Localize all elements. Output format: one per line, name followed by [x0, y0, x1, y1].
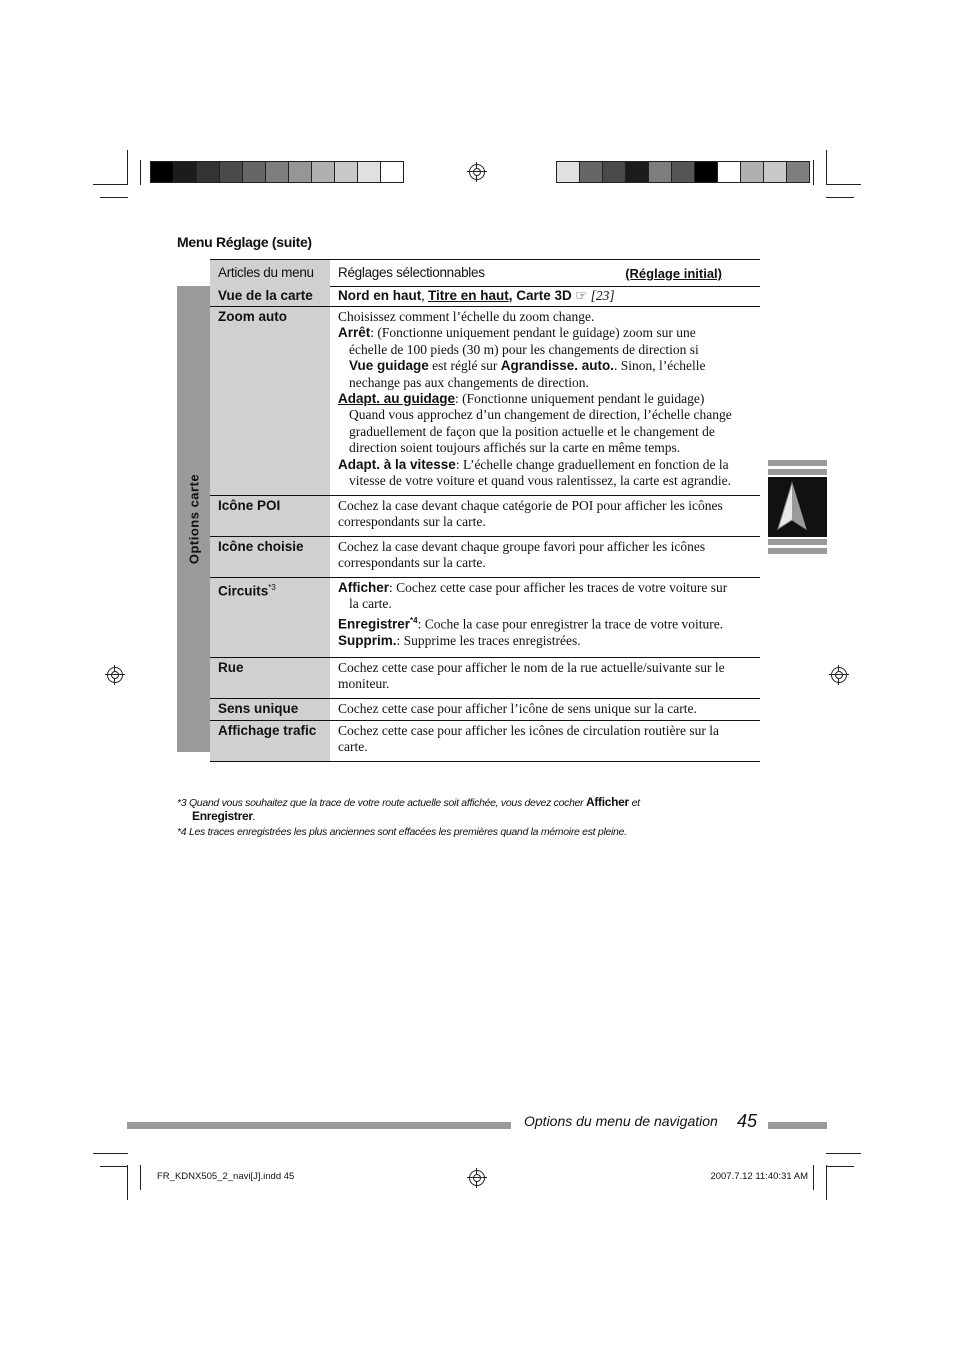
row-description: Cochez cette case pour afficher le nom de la rue actuelle/suivante sur le moniteur. — [338, 660, 725, 692]
page-number: 45 — [737, 1111, 758, 1131]
row-description: Cochez la case devant chaque groupe favori pour afficher les icônes correspondants sur la carte. — [338, 539, 706, 571]
row-label: Rue — [218, 660, 244, 675]
section-title: Menu Réglage (suite) — [177, 234, 312, 250]
row-label: Icône POI — [218, 498, 281, 513]
footer-bar-right — [768, 1122, 827, 1129]
row-label: Sens unique — [218, 701, 299, 716]
row-label: Vue de la carte — [218, 288, 313, 303]
row-label: Affichage trafic — [218, 723, 317, 738]
table-row — [210, 496, 760, 537]
table-row — [210, 699, 760, 721]
row-description: Choisissez comment l’échelle du zoom change. Arrêt: (Fonctionne uniquement pendant le guidage) zoom sur une échelle de 100 pieds (30 m) pour les changements de direction si Vue guidage est réglé sur Agrandisse. auto.. Sinon, l’échelle nechange pas aux changements de direction. Adapt. au guidage: (Fonctionne uniquement pendant le guidage) Quand vous approchez d’un changement de direction, l’échelle change graduellement de façon que la position actuelle et le changement de direction soient toujours affichés sur la carte en même temps. Adapt. à la vitesse: L’échelle change graduellement en fonction de la vitesse de votre voiture et quand vous ralentissez, la carte est agrandie. — [338, 309, 732, 489]
table-row — [210, 286, 760, 307]
row-description: Cochez cette case pour afficher l’icône de sens unique sur la carte. — [338, 701, 697, 716]
registration-mark-icon — [831, 667, 847, 683]
side-category-label: Options carte — [186, 473, 201, 565]
registration-mark-icon — [107, 667, 123, 683]
header-settings: Réglages sélectionnables — [338, 265, 485, 280]
calibration-bar-right — [556, 161, 810, 183]
navigation-arrow-icon — [768, 477, 827, 537]
row-description: Cochez la case devant chaque catégorie de POI pour afficher les icônes correspondants sur la carte. — [338, 498, 723, 530]
table-row — [210, 578, 760, 658]
table-header — [210, 259, 760, 287]
side-category — [177, 286, 210, 752]
row-description: Cochez cette case pour afficher les icônes de circulation routière sur la carte. — [338, 723, 719, 755]
header-initial-setting: (Réglage initial) — [625, 266, 722, 281]
row-label: Zoom auto — [218, 309, 287, 324]
row-label: Icône choisie — [218, 539, 304, 554]
table-row — [210, 721, 760, 762]
header-menu-items: Articles du menu — [218, 265, 314, 280]
chapter-tab — [768, 460, 827, 554]
imprint-timestamp: 2007.7.12 11:40:31 AM — [710, 1171, 808, 1182]
footnote-3: *3 Quand vous souhaitez que la trace de votre route actuelle soit affichée, vous devez cocher Afficher et Enregistrer. — [177, 795, 640, 823]
row-description: Afficher: Cochez cette case pour afficher les traces de votre voiture sur la carte. Enregistrer$^{*4}$: Coche la case pour enregistrer la trace de votre voiture. Supprim.: Supprime les traces enregistrées. — [338, 580, 728, 648]
calibration-bar-left — [150, 161, 404, 183]
table-row — [210, 537, 760, 578]
footnote-4: *4 Les traces enregistrées les plus anciennes sont effacées les premières quand la mémoire est pleine. — [177, 826, 627, 838]
imprint-filename: FR_KDNX505_2_navi[J].indd 45 — [157, 1171, 295, 1182]
footer-section-name: Options du menu de navigation — [524, 1113, 718, 1129]
footer-bar-left — [127, 1122, 511, 1129]
row-label: Circuits$^{*3}$ — [218, 583, 276, 599]
registration-mark-icon — [469, 1170, 485, 1186]
registration-mark-icon — [469, 164, 485, 180]
row-description: Nord en haut, Titre en haut, Carte 3D ☞ [23] — [338, 288, 615, 303]
table-row — [210, 658, 760, 699]
table-row — [210, 307, 760, 496]
